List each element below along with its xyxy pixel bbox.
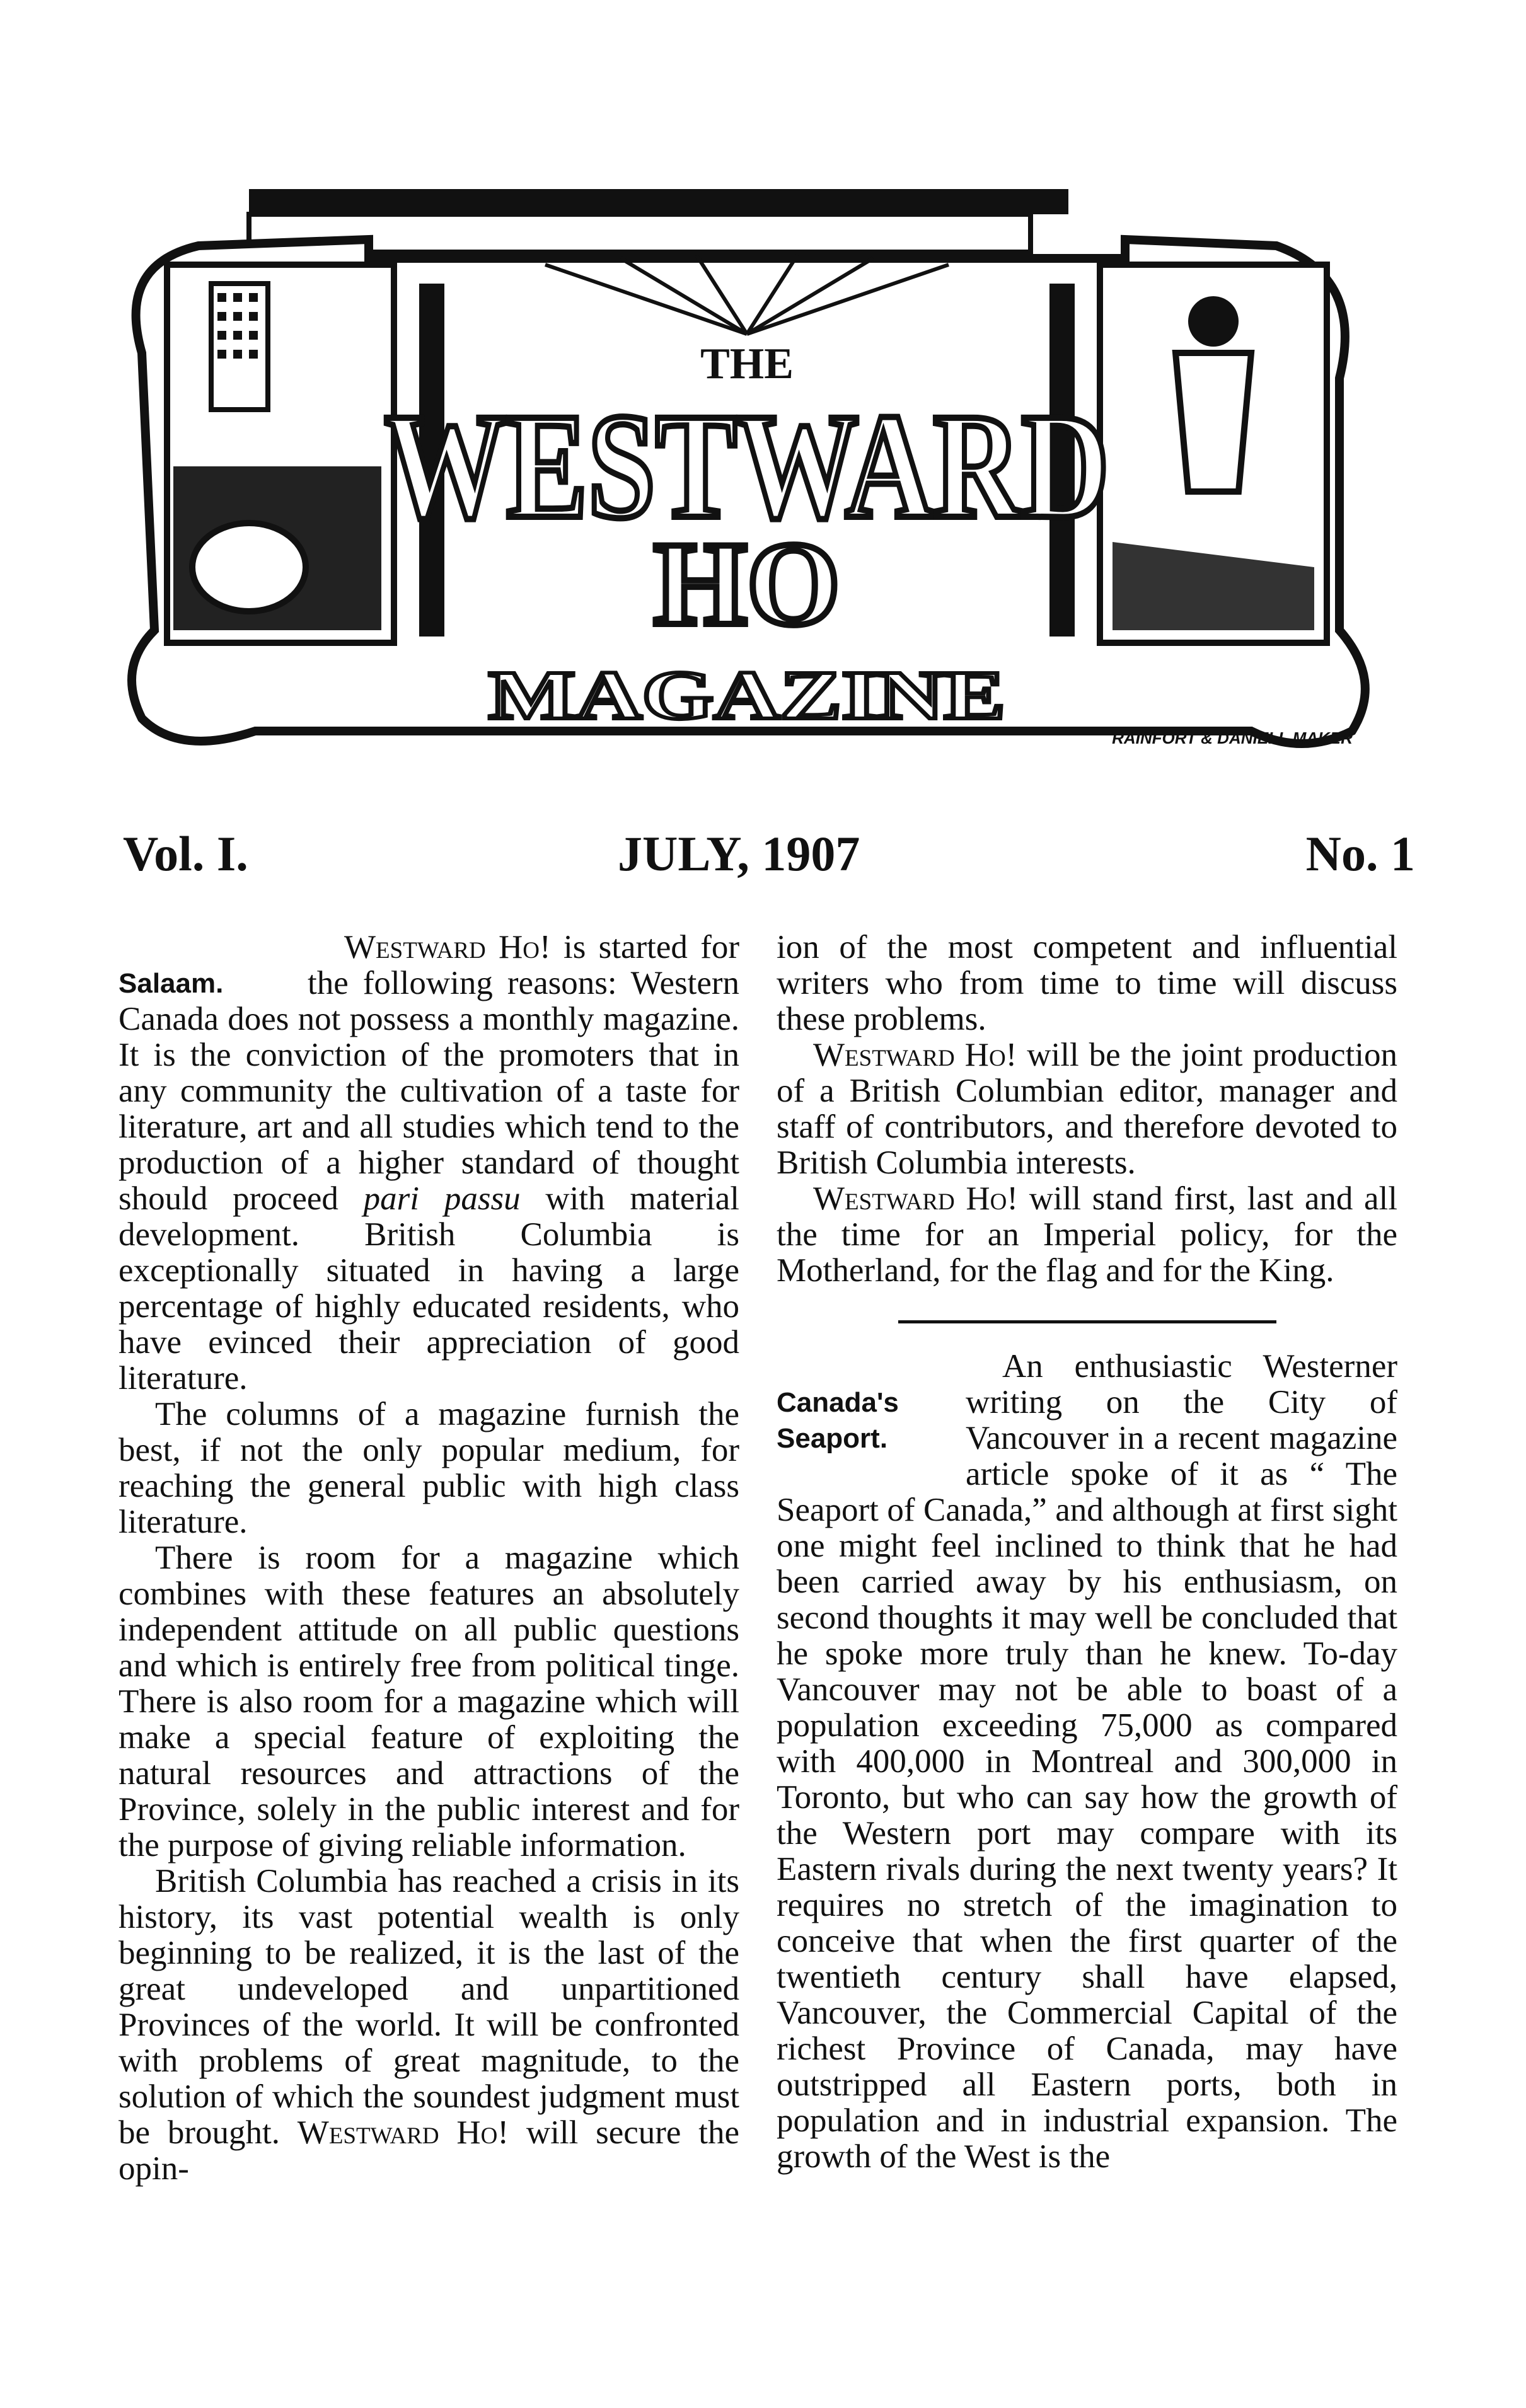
paragraph-text: will stand first, last and all the time for an Imperial policy, for the Motherland, for the flag and for the King. [777,1180,1398,1289]
paragraph-text: British Columbia has reached a crisis in its history, its vast potential wealth is only beginning to be realized, it is the last of the great undeveloped and unpartitioned Provinces of the world. It will be confronted with problems of great magnitude, to the solution of which the soundest judgment must be brought. [118,1863,739,2151]
issue-date: JULY, 1907 [618,826,860,881]
left-column [118,930,739,2187]
westward-ho-title: Westward Ho! [813,1180,1019,1217]
issue-number: No. 1 [1305,826,1415,881]
section-divider [898,1320,1276,1323]
paragraph-seaport: An enthusiastic Westerner writing on the City of Vancouver in a recent magazine article spoke of it as “ The Seaport of Canada,” and although at first sight one might feel inclined to think that he had been carried away by his enthusiasm, on second thoughts it may well be concluded that he spoke more truly than he knew. To-day Vancouver may not be able to boast of a population exceeding 75,000 as compared with 400,000 in Montreal and 300,000 in Toronto, but who can say how the growth of the Western port may compare with its Eastern rivals during the next twenty years? It requires no stretch of the imagination to conceive that when the first quarter of the twentieth century shall have elapsed, Vancouver, the Commercial Capital of the richest Province of Canada, may have outstripped all Eastern ports, both in population and in industrial expansion. The growth of the West is the [777,1348,1397,2175]
paragraph-crisis [118,1864,739,2187]
issue-info-row [123,826,1415,901]
westward-ho-title: Westward Ho! [344,929,551,965]
paragraph-text: with material development. British Columbia is exceptionally situated in having a large percentage of highly educated residents, who have evinced their appreciation of good literature. [118,1180,740,1397]
masthead-credit: RAINFORT & DANIELL MAKER [1112,729,1353,747]
masthead-ho: HO [654,518,840,650]
seaport-heading: Canada's Seaport. [777,1387,899,1454]
italic-phrase: pari passu [363,1180,521,1217]
westward-ho-title: Westward Ho! [813,1037,1017,1073]
paragraph-text: is started for the following reasons: Western Canada does not possess a monthly magazine. It is the conviction of the promoters that in any community the cultivation of a taste for literature, art and all studies which tend to the production of a higher standard of thought should proceed [118,929,739,1217]
paragraph-imperial [777,1181,1397,1289]
paragraph-production [777,1037,1397,1181]
paragraph-opinion: ion of the most competent and influential writers who from time to time will discuss these problems. [777,929,1397,1037]
paragraph-text: will secure the opin- [118,2114,740,2187]
volume-label: Vol. I. [123,826,248,881]
salaam-heading: Salaam. [118,968,224,999]
masthead-westward: WESTWARD [384,382,1109,550]
westward-ho-title: Westward Ho! [297,2114,509,2151]
masthead-the: THE [700,340,794,388]
paragraph-columns: The columns of a magazine furnish the best, if not the only popular medium, for reaching the general public with high class literature. [118,1396,739,1540]
paragraph-text: will be the joint production of a British Columbian editor, manager and staff of contributors, and therefore devoted to British Columbia interests. [777,1037,1398,1181]
masthead-illustration [104,189,1390,756]
masthead-magazine: MAGAZINE [488,657,1005,734]
right-column [777,930,1397,2175]
paragraph-room: There is room for a magazine which combines with these features an absolutely independent attitude on all public questions and which is entirely free from political tinge. There is also room for a magazine which will make a special feature of exploiting the natural resources and attractions of the Province, solely in the public interest and for the purpose of giving reliable information. [118,1540,739,1864]
